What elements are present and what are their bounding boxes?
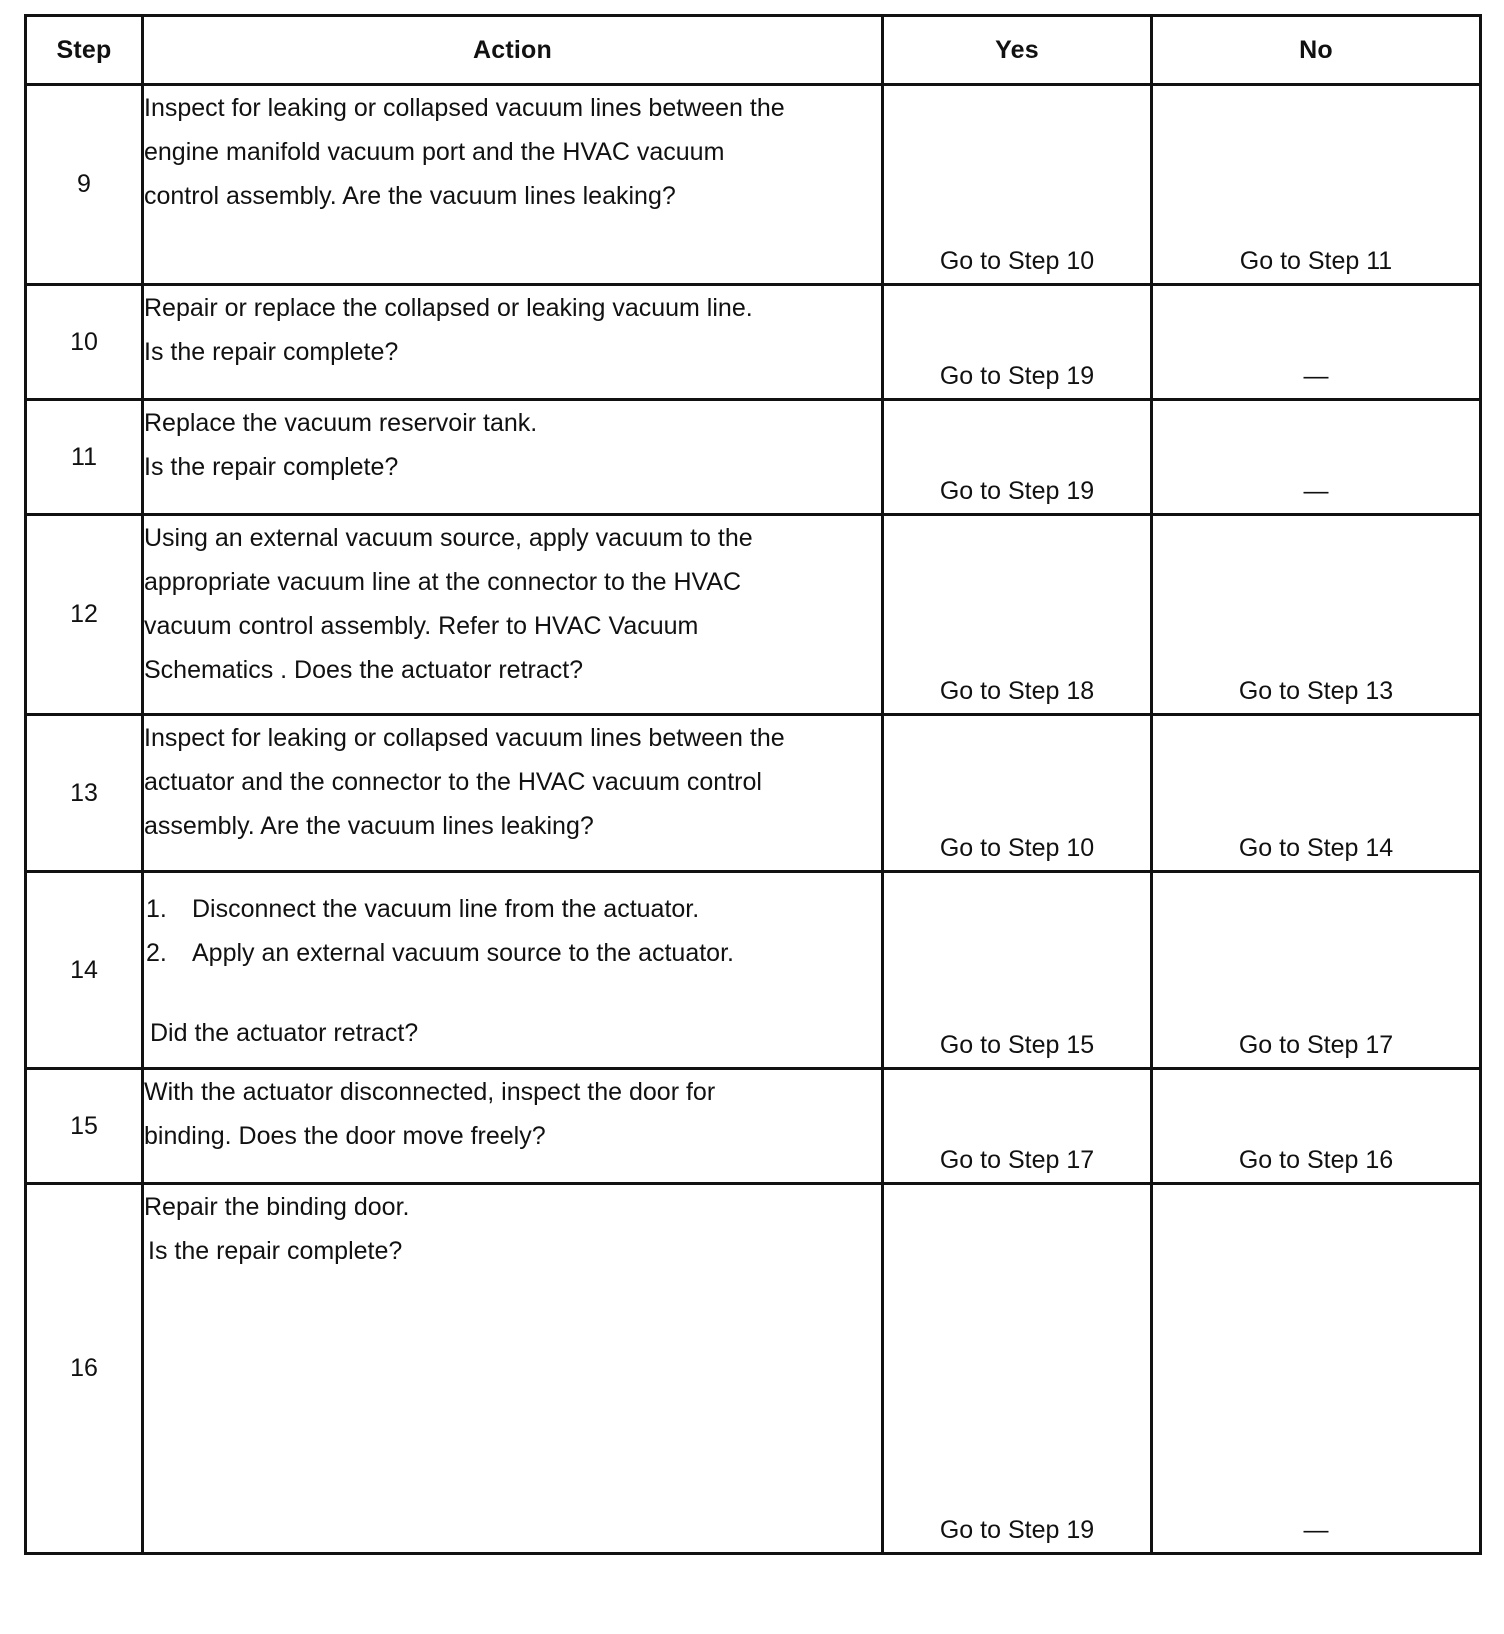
action-text: Inspect for leaking or collapsed vacuum lines between the actuator and the connector to the HVAC vacuum control assembly. Are the vacuum lines leaking? <box>143 715 883 872</box>
step-number: 16 <box>26 1184 143 1554</box>
no-result: — <box>1152 1184 1481 1554</box>
header-action: Action <box>143 16 883 85</box>
step-number: 9 <box>26 85 143 285</box>
no-result: Go to Step 16 <box>1152 1069 1481 1184</box>
table-row <box>26 715 1481 872</box>
table-row <box>26 1184 1481 1554</box>
action-text: Using an external vacuum source, apply vacuum to the appropriate vacuum line at the connector to the HVAC vacuum control assembly. Refer to HVAC Vacuum Schematics . Does the actuator retract? <box>143 515 883 715</box>
substep-number: 1. <box>146 895 167 923</box>
action-line: Repair or replace the collapsed or leaking vacuum line. <box>144 294 753 322</box>
action-text <box>143 285 883 400</box>
step-number: 15 <box>26 1069 143 1184</box>
table-row <box>26 85 1481 285</box>
header-yes: Yes <box>883 16 1152 85</box>
action-question: Is the repair complete? <box>144 338 399 366</box>
step-number: 13 <box>26 715 143 872</box>
action-text <box>143 872 883 1069</box>
step-number: 11 <box>26 400 143 515</box>
substep-list <box>144 887 881 975</box>
substep-text: Disconnect the vacuum line from the actuator. <box>192 895 700 923</box>
table-row <box>26 872 1481 1069</box>
yes-result: Go to Step 10 <box>883 85 1152 285</box>
header-row <box>26 16 1481 85</box>
action-line: Repair the binding door. <box>144 1193 410 1221</box>
action-line: Replace the vacuum reservoir tank. <box>144 409 538 437</box>
yes-result: Go to Step 19 <box>883 285 1152 400</box>
action-text: With the actuator disconnected, inspect the door for binding. Does the door move freely? <box>143 1069 883 1184</box>
yes-result: Go to Step 19 <box>883 1184 1152 1554</box>
yes-result: Go to Step 17 <box>883 1069 1152 1184</box>
no-result: Go to Step 14 <box>1152 715 1481 872</box>
yes-result: Go to Step 18 <box>883 515 1152 715</box>
no-result: Go to Step 11 <box>1152 85 1481 285</box>
header-no: No <box>1152 16 1481 85</box>
action-question: Is the repair complete? <box>148 1237 403 1265</box>
no-result: — <box>1152 400 1481 515</box>
action-question: Did the actuator retract? <box>150 1019 419 1047</box>
substep-number: 2. <box>146 939 167 967</box>
no-result: — <box>1152 285 1481 400</box>
substep-item <box>144 931 881 975</box>
yes-result: Go to Step 15 <box>883 872 1152 1069</box>
diagnostic-table <box>24 14 1482 1555</box>
action-text: Inspect for leaking or collapsed vacuum lines between the engine manifold vacuum port and the HVAC vacuum control assembly. Are the vacuum lines leaking? <box>143 85 883 285</box>
table-row <box>26 400 1481 515</box>
table-row <box>26 285 1481 400</box>
step-number: 10 <box>26 285 143 400</box>
substep-item <box>144 887 881 931</box>
yes-result: Go to Step 19 <box>883 400 1152 515</box>
step-number: 12 <box>26 515 143 715</box>
substep-text: Apply an external vacuum source to the actuator. <box>192 939 734 967</box>
action-text <box>143 400 883 515</box>
no-result: Go to Step 17 <box>1152 872 1481 1069</box>
yes-result: Go to Step 10 <box>883 715 1152 872</box>
action-question: Is the repair complete? <box>144 453 399 481</box>
step-number: 14 <box>26 872 143 1069</box>
table-row <box>26 1069 1481 1184</box>
table-row <box>26 515 1481 715</box>
header-step: Step <box>26 16 143 85</box>
action-text <box>143 1184 883 1554</box>
no-result: Go to Step 13 <box>1152 515 1481 715</box>
